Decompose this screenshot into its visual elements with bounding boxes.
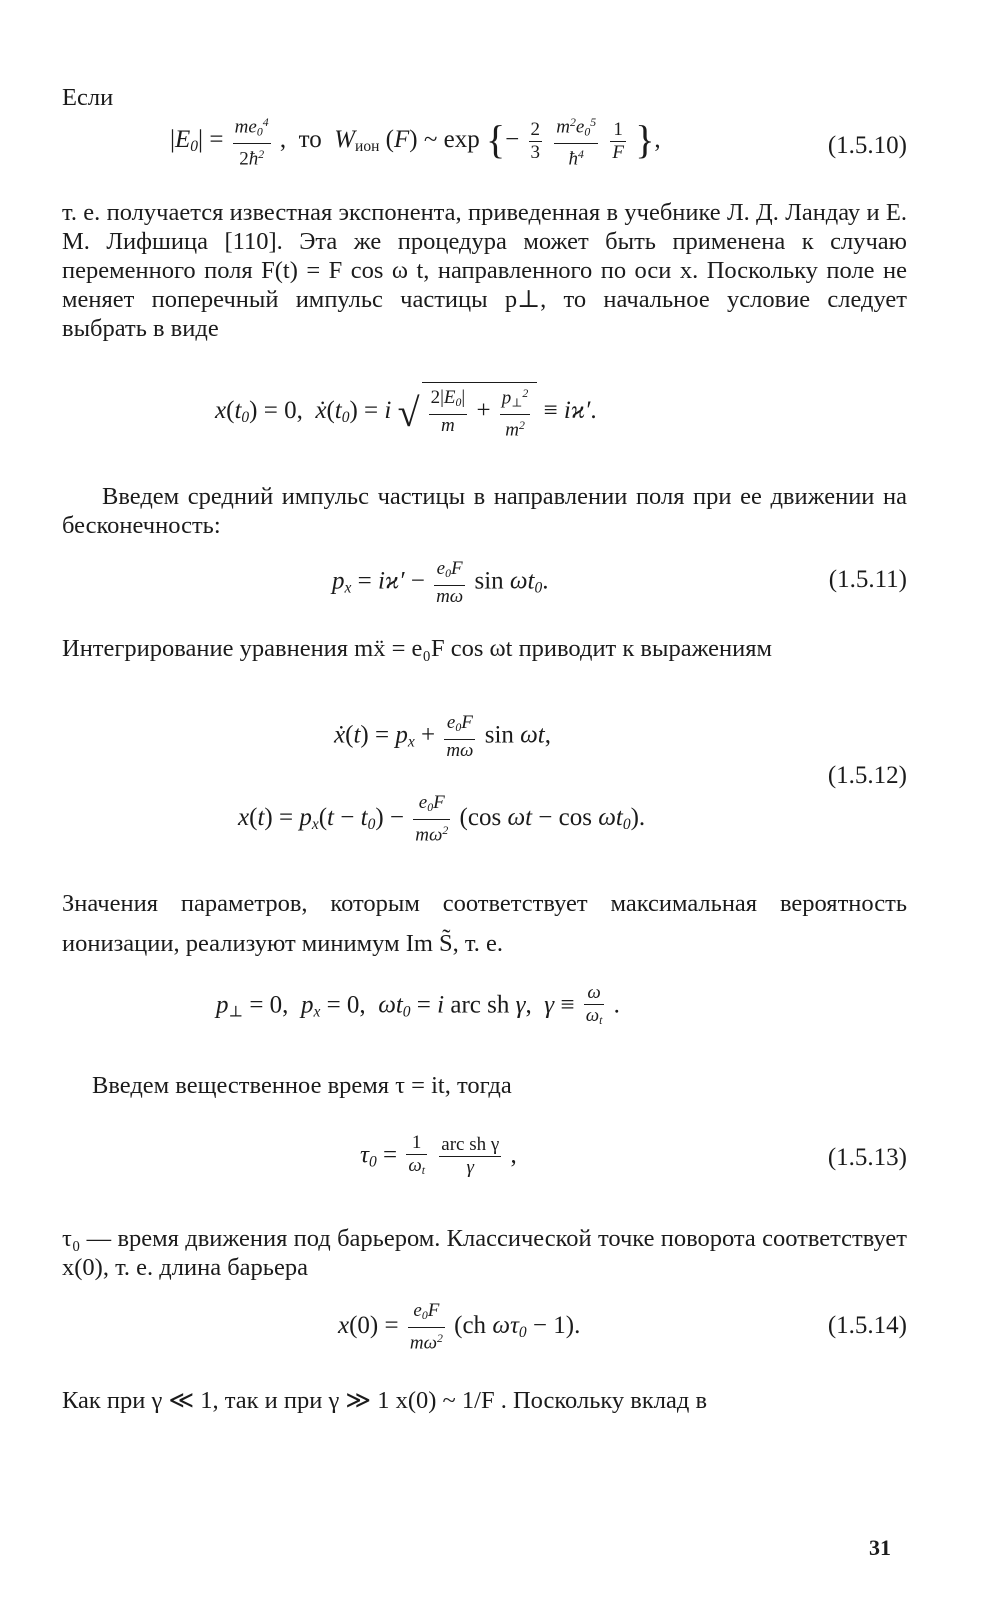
equation-number-1-5-13: (1.5.13) <box>827 1144 907 1171</box>
paragraph-4: Значения параметров, которым соответствует максимальная вероятность ионизации, реализуют минимум Im S̃, т. е. <box>62 890 907 957</box>
paragraph-3: Интегрирование уравнения mẍ = e₀F cos ωt приводит к выражениям <box>62 635 773 662</box>
paragraph-2: Введем средний импульс частицы в направлении поля при ее движении на бесконечность: <box>62 483 907 539</box>
paragraph-5: Введем вещественное время τ = it, тогда <box>92 1072 512 1099</box>
equation-number-1-5-14: (1.5.14) <box>827 1312 907 1339</box>
equation-number-1-5-10: (1.5.10) <box>827 132 907 159</box>
equation-initial-condition: $x(t_0) = 0$, $ẋ(t_0) = i$ √ $\frac{2|E_0|}{m}$ + $\frac{p_\perp^2}{m^2}$ ≡ iϰ′. <box>215 382 597 442</box>
equation-1-5-14: x(0) = $\frac{e_0F}{m\omega^2}$ (ch $\omega\tau_0 - 1$). <box>338 1300 581 1354</box>
equation-1-5-12-velocity: ẋ(t) = $p_x$ + $\frac{e_0F}{m\omega}$ sin ωt, <box>334 712 552 761</box>
page-number: 31 <box>869 1535 891 1560</box>
equation-number-1-5-11: (1.5.11) <box>828 566 907 593</box>
equation-1-5-10: $|E_0|$ = $\frac{me_0^4}{2ħ^2}$ , то $W_{ион}$ (F) ~ exp {− $\frac{2}{3}$ $\frac{m^2e_0^5}{ħ^4}$ $\frac{1}{F}$ }, <box>170 112 661 171</box>
paragraph-1: т. е. получается известная экспонента, приведенная в учебнике Л. Д. Ландау и Е. М. Лифшица [110]. Эта же процедура может быть применена к случаю переменного поля F(t) = F cos ω t, направленного по оси x. Поскольку поле не меняет поперечный импульс частицы p⊥, то начальное условие следует выбрать в виде <box>62 199 907 342</box>
paragraph-7: Как при γ ≪ 1, так и при γ ≫ 1 x(0) ~ 1/F . Поскольку вклад в <box>62 1387 708 1414</box>
equation-optimal-parameters: $p_\perp = 0$, $p_x = 0$, $\omega t_0 = i$ arc sh γ, γ ≡ $\frac{\omega}{\omega_t}$ . <box>216 982 620 1027</box>
equation-1-5-11: $p_x = iϰ'$ − $\frac{e_0F}{m\omega}$ $\sin \omega t_0$. <box>332 558 549 607</box>
equation-number-1-5-12: (1.5.12) <box>827 762 907 789</box>
paragraph-6: τ₀ — время движения под барьером. Классической точке поворота соответствует x(0), т. е. длина барьера <box>62 1225 907 1281</box>
text-esli: Если <box>62 84 114 111</box>
equation-1-5-13: $\tau_0$ = $\frac{1}{\omega_t}$ $\frac{\text{arc sh γ}}{\gamma}$ , <box>360 1132 517 1179</box>
equation-1-5-12-position: $x(t) = p_x(t - t_0)$ − $\frac{e_0F}{m\omega^2}$ (cos $\omega t - \cos \omega t_0$). <box>238 792 646 846</box>
